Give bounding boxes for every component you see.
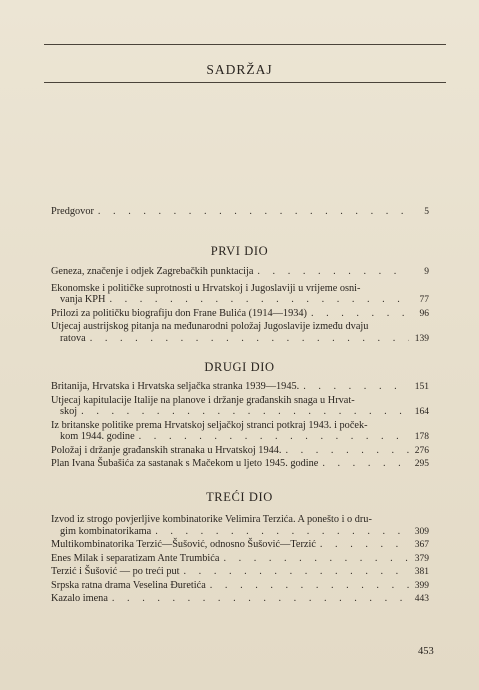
entry-title: Plan Ivana Šubašića za sastanak s Mačekom u ljeto 1945. godine: [51, 458, 319, 469]
entry-page: 164: [414, 407, 429, 417]
front-matter: [51, 206, 429, 223]
entry-title-continued: gim kombinatorikama: [60, 525, 152, 537]
entry-page: 379: [414, 553, 429, 564]
section-entries: [51, 514, 429, 607]
section-title: PRVI DIO: [210, 244, 269, 258]
entry-page: 77: [419, 295, 429, 305]
entry-page: 381: [414, 567, 429, 577]
entry-title-continued: kom 1944. godine: [60, 431, 135, 442]
entry-page: 367: [414, 540, 429, 550]
toc-entry[interactable]: [51, 566, 429, 579]
toc-entry[interactable]: [51, 420, 429, 444]
toc-entry[interactable]: [51, 308, 429, 321]
toc-entry[interactable]: [51, 283, 429, 307]
entry-title: Srpska ratna drama Veselina Đuretića: [51, 579, 206, 591]
entry-page: 295: [414, 459, 429, 469]
toc-entry[interactable]: [51, 445, 429, 458]
toc-entry[interactable]: [51, 553, 429, 566]
entry-title: Utjecaj austrijskog pitanja na međunarodni položaj Jugoslavije između dvaju: [51, 321, 369, 332]
toc-entry[interactable]: [51, 458, 429, 471]
entry-title-continued: ratova: [60, 332, 86, 344]
entry-page: 309: [414, 526, 429, 537]
entry-title-continued: skoj: [60, 406, 78, 417]
entry-page: 139: [414, 333, 429, 344]
entry-page: 178: [414, 432, 429, 442]
entry-title: Britanija, Hrvatska i Hrvatska seljačka stranka 1939—1945.: [51, 381, 300, 392]
page-number: 453: [418, 646, 434, 657]
toc-entry[interactable]: [51, 395, 429, 419]
page-title: SADRŽAJ: [206, 62, 273, 77]
entry-title: Ekonomske i političke suprotnosti u Hrvatskoj i Jugoslaviji u vrijeme osni-: [51, 282, 361, 294]
entry-title: Terzić i Šušović — po treći put: [51, 566, 180, 577]
section-title: DRUGI DIO: [204, 360, 275, 374]
toc-entry[interactable]: [51, 593, 429, 606]
toc-entry[interactable]: [51, 206, 429, 219]
entry-page: 276: [414, 445, 429, 456]
section-entries: [51, 381, 429, 472]
entry-title-continued: vanja KPH: [60, 294, 106, 305]
section-title: TREĆI DIO: [206, 490, 273, 504]
title-rule: [44, 82, 446, 83]
toc-entry[interactable]: [51, 580, 429, 593]
toc-entry[interactable]: [51, 381, 429, 394]
top-rule: [44, 44, 446, 45]
toc-entry[interactable]: [51, 321, 429, 345]
entry-title: Iz britanske politike prema Hrvatskoj seljačkoj stranci potkraj 1943. i poček-: [51, 419, 368, 431]
entry-title: Izvod iz strogo povjerljive kombinatorike Velimira Terzića. A ponešto i o dru-: [51, 514, 372, 525]
entry-title: Utjecaj kapitulacije Italije na planove i držanje građanskih snaga u Hrvat-: [51, 394, 355, 406]
entry-title: Geneza, značenje i odjek Zagrebačkih punktacija: [51, 266, 254, 277]
entry-title: Kazalo imena: [51, 593, 108, 604]
entry-title: Prilozi za političku biografiju don Frane Bulića (1914—1934): [51, 307, 307, 319]
section-entries: [51, 266, 429, 349]
toc-entry[interactable]: [51, 266, 429, 279]
entry-page: 151: [414, 382, 429, 392]
entry-title: Položaj i držanje građanskih stranaka u Hrvatskoj 1944.: [51, 444, 282, 456]
entry-title: Enes Milak i separatizam Ante Trumbića: [51, 552, 220, 564]
toc-entry[interactable]: [51, 539, 429, 552]
entry-title: Predgovor: [51, 206, 94, 217]
entry-title: Multikombinatorika Terzić—Šušović, odnosno Šušović—Terzić: [51, 539, 316, 550]
entry-page: 399: [414, 580, 429, 591]
toc-entry[interactable]: [51, 514, 429, 538]
entry-page: 9: [424, 267, 429, 277]
entry-page: 443: [414, 594, 429, 604]
entry-page: 5: [424, 207, 429, 217]
entry-page: 96: [419, 308, 429, 319]
